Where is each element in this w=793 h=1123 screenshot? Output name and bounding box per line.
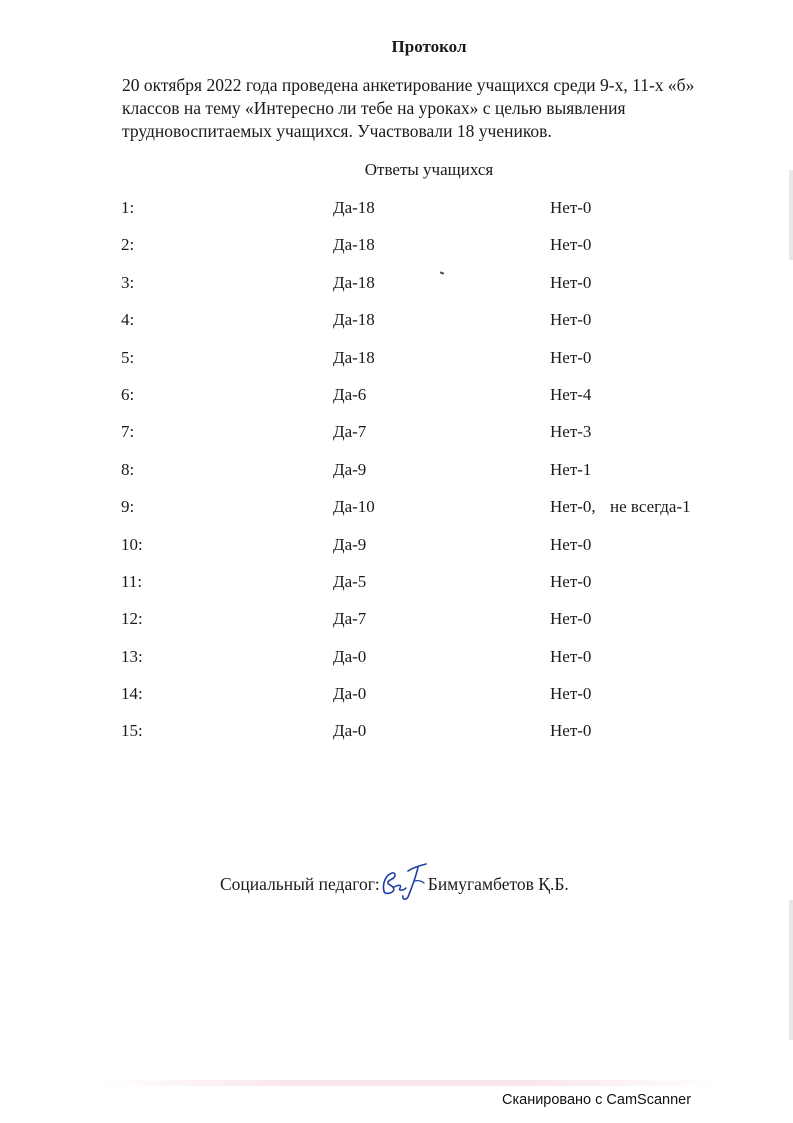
answer-no-count: Нет-0 (550, 534, 592, 554)
answer-extra-count: не всегда-1 (610, 497, 691, 517)
scan-edge-shadow (789, 170, 793, 260)
answer-number: 13: (121, 646, 143, 666)
answer-yes-count: Да-7 (333, 609, 367, 629)
document-title: Протокол (391, 37, 467, 56)
answer-row (0, 273, 793, 310)
answer-number: 6: (121, 384, 135, 404)
answer-yes-count: Да-10 (333, 497, 375, 517)
answer-yes-count: Да-18 (333, 198, 375, 217)
answer-row (0, 310, 793, 347)
answer-number: 8: (121, 459, 135, 479)
answer-yes-count: Да-5 (333, 571, 367, 591)
answer-no-count: Нет-1 (550, 459, 592, 479)
answer-no-count: Нет-0 (550, 571, 592, 591)
answer-row (0, 235, 793, 272)
answer-no-count: Нет-3 (550, 422, 592, 442)
answer-yes-count: Да-6 (333, 384, 367, 404)
answer-no-count: Нет-0, (550, 497, 596, 517)
scan-edge-shadow (789, 900, 793, 1040)
answer-yes-count: Да-9 (333, 459, 367, 479)
answer-number: 7: (121, 422, 135, 442)
answer-yes-count: Да-18 (333, 347, 375, 367)
intro-paragraph: 20 октября 2022 года проведена анкетирование учащихся среди 9-х, 11-х «б» классов на тему «Интересно ли тебе на уроках» с целью выявления трудновоспитаемых учащихся. Участвовали 18 учеников. (122, 75, 695, 141)
answer-no-count: Нет-0 (550, 609, 592, 629)
answer-number: 1: (121, 198, 135, 217)
answer-row (0, 721, 793, 758)
answer-row (0, 497, 793, 534)
answer-row (0, 198, 793, 235)
answer-number: 2: (121, 235, 135, 255)
answer-no-count: Нет-0 (550, 272, 592, 292)
answer-number: 10: (121, 534, 143, 554)
answer-number: 11: (121, 571, 143, 591)
scan-color-band (100, 1080, 720, 1086)
answer-row (0, 647, 793, 684)
answer-no-count: Нет-0 (550, 198, 592, 217)
signature-name: Бимугамбетов Қ.Б. (427, 874, 569, 895)
answer-no-count: Нет-4 (550, 384, 592, 404)
answer-number: 4: (121, 310, 135, 330)
answer-yes-count: Да-9 (333, 534, 367, 554)
signature-role: Социальный педагог: (220, 874, 380, 895)
answer-no-count: Нет-0 (550, 310, 592, 330)
answers-list (0, 198, 793, 759)
answers-heading: Ответы учащихся (364, 160, 494, 179)
answer-yes-count: Да-7 (333, 422, 367, 442)
signature-line (220, 871, 569, 901)
answer-row (0, 684, 793, 721)
answer-no-count: Нет-0 (550, 684, 592, 704)
answer-number: 5: (121, 347, 135, 367)
answer-row (0, 535, 793, 572)
answer-no-count: Нет-0 (550, 646, 592, 666)
answer-yes-count: Да-0 (333, 646, 367, 666)
answer-number: 9: (121, 497, 135, 517)
answer-number: 12: (121, 609, 143, 629)
answer-yes-count: Да-0 (333, 721, 367, 741)
answer-number: 15: (121, 721, 143, 741)
answer-yes-count: Да-18 (333, 310, 375, 330)
answer-yes-count: Да-18 (333, 272, 375, 292)
answer-row (0, 348, 793, 385)
answer-row (0, 572, 793, 609)
answer-row (0, 385, 793, 422)
answer-number: 14: (121, 684, 143, 704)
answer-yes-count: Да-18 (333, 235, 375, 255)
answer-no-count: Нет-0 (550, 347, 592, 367)
answer-row (0, 609, 793, 646)
answer-number: 3: (121, 272, 135, 292)
answer-yes-count: Да-0 (333, 684, 367, 704)
answer-no-count: Нет-0 (550, 235, 592, 255)
answer-row (0, 460, 793, 497)
answer-row (0, 422, 793, 459)
answer-no-count: Нет-0 (550, 721, 592, 741)
camscanner-watermark: Сканировано с CamScanner (502, 1092, 692, 1108)
